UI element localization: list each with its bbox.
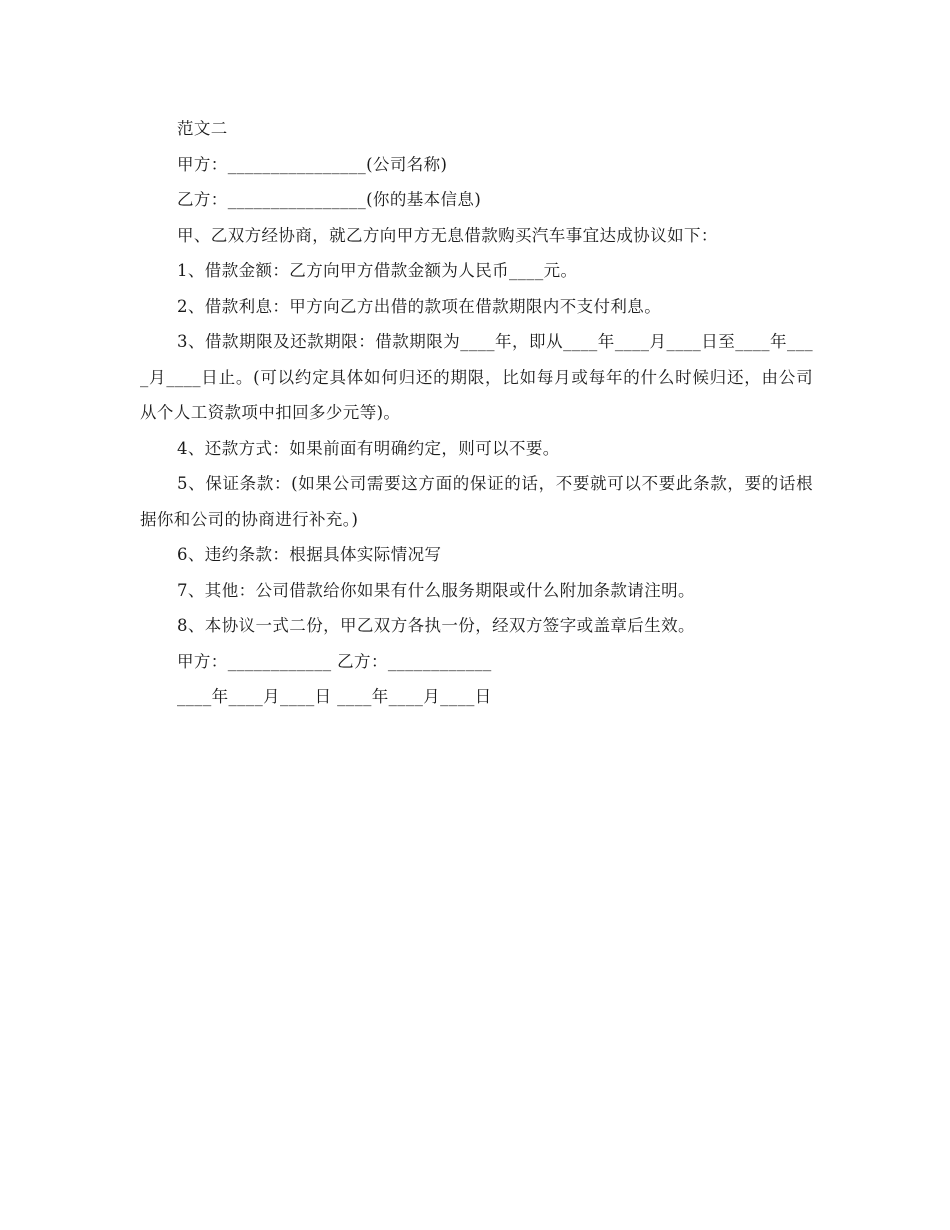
clause-6: 6、违约条款：根据具体实际情况写: [177, 545, 442, 564]
party-a-line: 甲方：________________(公司名称): [177, 154, 448, 174]
signature-line: 甲方：____________ 乙方：____________: [177, 651, 492, 671]
document-title: 范文二: [177, 119, 228, 138]
clause-4: 4、还款方式：如果前面有明确约定，则可以不要。: [177, 438, 560, 458]
party-b-line: 乙方：________________(你的基本信息): [177, 190, 482, 209]
clause-2: 2、借款利息：甲方向乙方出借的款项在借款期限内不支付利息。: [177, 296, 662, 316]
clause-7: 7、其他：公司借款给你如果有什么服务期限或什么附加条款请注明。: [177, 580, 695, 600]
agreement-intro: 甲、乙双方经协商，就乙方向甲方无息借款购买汽车事宜达成协议如下：: [177, 225, 718, 245]
document-page: [140, 111, 813, 715]
clause-3: 3、借款期限及还款期限：借款期限为____年，即从____年____月____日至____年____月____日止。(可以约定具体如何归还的期限，比如每月或每年的什么时候归还，由公司从个人工资款项中扣回多少元等)。: [140, 332, 813, 422]
date-line: ____年____月____日 ____年____月____日: [177, 687, 492, 706]
clause-8: 8、本协议一式二份，甲乙双方各执一份，经双方签字或盖章后生效。: [177, 616, 695, 635]
clause-5: 5、保证条款：(如果公司需要这方面的保证的话，不要就可以不要此条款，要的话根据你和公司的协商进行补充。): [140, 474, 813, 529]
clause-1: 1、借款金额：乙方向甲方借款金额为人民币____元。: [177, 261, 578, 280]
